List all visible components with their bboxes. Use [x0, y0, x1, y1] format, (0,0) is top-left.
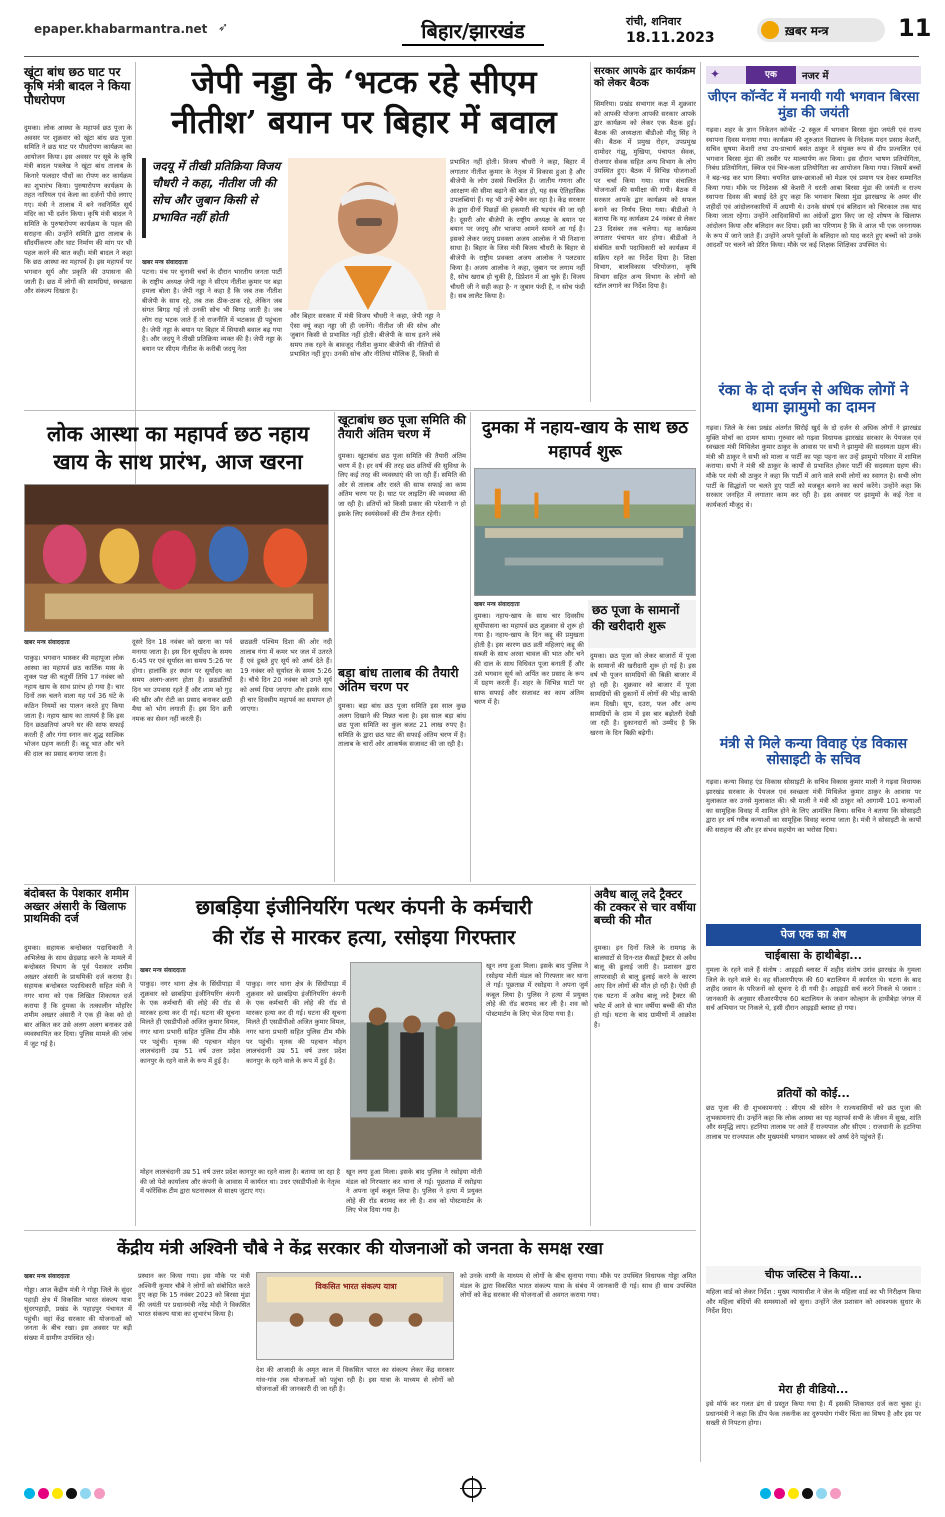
headline-chhabadiya-line2: की रॉड से मारकर हत्या, रसोइया गिरफ्तार — [212, 925, 516, 949]
headline-tractor: अवैध बालू लदे ट्रैक्टर की टक्कर से चार वर्षीया बच्ची की मौत — [594, 887, 696, 928]
byline: खबर मन्त्र संवाददाता — [474, 601, 520, 608]
photo-jp-nadda — [288, 158, 446, 310]
page-number: 11 — [898, 14, 932, 42]
ashwini-body-b: प्रस्थान कर किया गया। इस मौके पर मंत्री अश्विनी कुमार चौबे ने लोगों को संबोधित करते हुए कहा कि 15 नवंबर 2023 को बिरसा मुंडा की जयंती पर प्रधानमंत्री नरेंद्र मोदी ने विकसित भारत संकल्प यात्रा का शुभारंभ किया है। — [138, 1272, 250, 1319]
photo-chhath-women — [24, 484, 329, 632]
bada-bandh-body: दुमका। बड़ा बांध छठ पूजा समिति इस साल कुछ अलग दिखाने की मिन्नत चला है। इस साल बड़ा बांध छठ पूजा समिति का कुल बजट 21 लाख रुपए है। समिति के द्वारा छठ घाट की सफाई अंतिम चरण में है। तालाब के चारों ओर आकर्षक सजावट की जा रही है। — [338, 702, 466, 749]
lead-body-a: पटना। मंच पर चुनावी चर्चा के दौरान भारतीय जनता पार्टी के राष्ट्रीय अध्यक्ष जेपी नड्डा ने सीएम नीतीश कुमार पर बड़ा हमला बोला है। जेपी नड्डा ने कहा है कि जब तक नीतीश बीजेपी के साथ रहे, तब तक ठीक-ठाक रहे, लेकिन जब संगत बिगड़ गई तो उनकी सोच भी बिगड़ जाती है। जब लोग राह भटक जाते हैं तो राजनीति में भटकाव ही पहुंचता है। जेपी नड्डा के बयान पर बिहार में सियासी बवाल बढ़ गया है। और जदयू ने तीखी प्रतिक्रिया व्यक्त की है। जेपी नड्डा के बयान पर सीएम नीतीश के करीबी जदयू नेता — [142, 268, 282, 353]
cont-title: चाईबासा के हाथीबेड़ा... — [765, 949, 862, 962]
chhath-body-b: दूसरे दिन 18 नवंबर को खरना का पर्व मनाया जाता है। इस दिन सूर्योदय के समय 6:45 पर एवं सूर्यास्त का समय 5:26 पर होगा। हालांकि हर स्थान पर सूर्योदय का समय अलग-अलग होता है। छठव्रतियों दिन भर उपवास रहते हैं और शाम को गुड़ की खीर और रोटी का प्रसाद बनाकर छठी मैया को भोग लगाती हैं। इस दिन व्रती नमक का सेवन नहीं करती हैं। — [132, 638, 232, 723]
headline-chhath: लोक आस्था का महापर्व छठ नहाय खाय के साथ प्रारंभ, आज खरना — [46, 422, 310, 474]
pullquote — [142, 158, 282, 248]
khunta-body: दुमका। खूटाबांध छठ पूजा समिति की तैयारी अंतिम चरण में है। हर वर्ष की तरह छठ व्रतियों की सुविधा के लिए कई तरह की व्यवस्थाएं की जा रही हैं। समिति की ओर से तालाब और रास्ते की साफ सफाई का काम अंतिम चरण पर है। घाट पर लाइटिंग की व्यवस्था की जा रही है। व्रतियों को किसी प्रकार की परेशानी न हो इसके लिए स्वयंसेवकों की टीम तैनात रहेगी। — [338, 452, 466, 518]
cont-body: गुमला के रहने वाले हैं संतोष : आइइडी ब्लास्ट में शहीद संतोष उरांव झारखंड के गुमला जिले के रहने वाले थे। वह सीआरपीएफ की 60 बटालियन में कार्यरत थे। घटना के बाद शहीद जवान के परिजनों को सूचना दे दी गयी है। आइइडी सर्च करने निकले थे जवान : जानकारी के अनुसार सीआरपीएफ 60 बटालियन के जवान कोल्हान के हाथीबेड़ा जंगल में सर्च अभियान पर निकले थे, इसी दौरान आइइडी ब्लास्ट हो गया। — [706, 966, 921, 1013]
meeting-body: सिमरिया। प्रखंड सभागार कक्ष में शुक्रवार को आपकी योजना आपकी सरकार आपके द्वार कार्यक्रम को लेकर एक बैठक हुई। बैठक की अध्यक्षता बीडीओ मीतू सिंह ने की। बैठक में प्रमुख रोहन, उपप्रमुख दामोदर गंझू, मुखिया, पंचायत सेवक, रोजगार सेवक सहित अन्य विभाग के लोग उपस्थित हुए। बैठक में विभिन्न योजनाओं पर चर्चा किया गया। साथ संचालित योजनाओं की समीक्षा की गयी। बैठक में सरकार आपके द्वार कार्यक्रम को सफल बनाने का निर्णय लिया गया। बीडीओ ने बताया कि यह कार्यक्रम 24 नवंबर से लेकर 23 दिसंबर तक चलेगा। यह कार्यक्रम लगातार पंचायत वार होगा। बीडीओ ने संबंधित सभी पदाधिकारी को कार्यक्रम में सक्रिय रहने का निर्देश दिया है। शिक्षा विभाग, बालविकास परियोजना, कृषि विभाग सहित अन्य विभाग के लोगों को स्टॉल लगाने का निर्देश दिया है। — [594, 100, 696, 291]
ek-nazar-tag — [706, 66, 921, 84]
col-rule — [700, 62, 701, 1462]
brand-logo-icon — [761, 21, 779, 39]
byline: खबर मन्त्र संवाददाता — [24, 639, 70, 646]
banner-text: विकसित भारत संकल्प यात्रा — [315, 1282, 397, 1291]
section-title: बिहार/झारखंड — [402, 16, 544, 46]
color-bar-left — [24, 1484, 108, 1503]
brand-badge — [757, 18, 885, 42]
col-rule — [590, 62, 591, 402]
col-rule — [470, 412, 471, 882]
col-rule — [334, 412, 335, 882]
cont-title: चीफ जस्टिस ने किया... — [764, 1268, 863, 1281]
lead-body-c: प्रभावित नहीं होती। विजय चौधरी ने कहा, बिहार में लगातार नीतीश कुमार के नेतृत्व में विकास हुआ है और बीजेपी के लोग उससे विचलित हैं। जातीय गणना और आरक्षण की सीमा बढ़ाने की बात हो, यह सब ऐतिहासिक उपलब्धियां हैं। यह भी उन्हें बेचैन कर रहा है। केंद्र सरकार के द्वारा दीनों पिछड़ों की हकमारी की षड़यंत्र की जा रही है। दूसरी ओर बीजेपी के राष्ट्रीय अध्यक्ष के बयान पर बयान पर जदयू और भाजपा आमने सामने आ गई है। इसको लेकर जदयू प्रवक्ता अजय आलोक ने भी निशाना साधा है। बिहार के जिस मंत्री बिजय चौधरी के बिहार से बीजेपी के राष्ट्रीय प्रवक्ता अजय आलोक ने पलटवार किया है। अजय आलोक ने कहा, जुबान पर लगाम नहीं है, सोच खराब हो चुकी है, डिप्रेशन में आ चुके हैं। विजय चौधरी जी ने सही कहा है- न जुबान फंदी है, न सोच फंदी है। सब लालैट किया है। — [450, 158, 585, 301]
lead-headline-line1: जेपी नड्डा के ‘भटक रहे सीएम — [191, 63, 537, 101]
headline-bandobast: बंदोबस्त के पेशकार शमीम अख्तर अंसारी के खिलाफ प्राथमिकी दर्ज — [24, 887, 129, 926]
col-rule — [135, 886, 136, 1226]
byline: खबर मन्त्र संवाददाता — [24, 1273, 70, 1280]
crosshair-icon — [462, 1478, 482, 1498]
headline-chhabadiya — [140, 892, 588, 952]
headline-chhabadiya-line1: छाबड़िया इंजीनियरिंग पत्थर कंपनी के कर्मचारी — [195, 895, 533, 919]
cont-title: मेरा ही वीडियो... — [778, 1383, 849, 1396]
continuation-bar: पेज एक का शेष — [706, 924, 921, 946]
lead-headline — [142, 62, 586, 142]
chhath-body-a: पाकुड़। भगवान भास्कर की महापूजा लोक आस्था का महापर्व छठ कार्तिक मास के शुक्ल पक्ष की चतुर्थी तिथि 17 नवंबर को नहाय खाय के साथ प्रारंभ हो गया है। चार दिनों तक चलने वाला यह पर्व 36 घंटे के कठिन नियमों का पालन करते हुए किया जाता है। नहाय खाय का तात्पर्य है कि इस दिन छठव्रतियां अपने घर की साफ सफाई करती हैं और गंगा स्नान कर शुद्ध सात्विक भोजन ग्रहण करती हैं। कद्दू भात और चने की दाल का प्रसाद बनाया जाता है। — [24, 654, 124, 758]
section-rule — [24, 410, 696, 411]
section-rule — [24, 1230, 696, 1231]
market-body: दुमका। छठ पूजा को लेकर बाजारों में पूजा के सामानों की खरीदारी शुरू हो गई है। इस वर्ष भी पूजन सामग्रियों की बिक्री बाजार में हो रही है। शुक्रवार को बाजार में पूजा सामग्रियों की दुकानों में लोगों की भीड़ काफी कम दिखी। सूप, दउरा, फल और अन्य सामग्रियों के दाम में इस बार बढ़ोतरी देखी जा रही है। दुकानदारों को उम्मीद है कि खरना के दिन बिक्री बढ़ेगी। — [590, 652, 696, 737]
headline-kanya-vivah: मंत्री से मिले कन्या विवाह एंड विकास सोसाइटी के सचिव — [719, 736, 908, 769]
chhabadiya-body-c-2: खून लगा हुआ मिला। इसके बाद पुलिस ने रसोइया मोती मंडल को गिरफ्तार कर थाना ले गई। पूछताछ में रसोइया ने अपना जुर्म कबूल लिया है। पुलिस ने हत्या में प्रयुक्त लोहे की रॉड बरामद कर ली है। शव को पोस्टमार्टम के लिए भेज दिया गया है। — [346, 1168, 482, 1215]
byline: खबर मन्त्र संवाददाता — [140, 967, 186, 974]
col-rule — [590, 886, 591, 1226]
headline-market: छठ पूजा के सामानों की खरीदारी शुरू — [592, 603, 680, 633]
photo-ghat — [474, 468, 696, 596]
cursor-icon: ➶ — [218, 20, 229, 34]
star-icon: ✦ — [710, 67, 721, 81]
lead-headline-line2: नीतीश’ बयान पर बिहार में बवाल — [171, 103, 557, 141]
headline-ashwini: केंद्रीय मंत्री अश्विनी चौबे ने केंद्र सरकार की योजनाओं को जनता के समक्ष रखा — [117, 1239, 603, 1259]
chhabadiya-body-a-2: पाकुड़। नगर थाना क्षेत्र के सिंधीपाड़ा में शुक्रवार को छाबड़िया इंजीनियरिंग कंपनी के एक कर्मचारी की लोहे की रॉड से मारकर हत्या कर दी गई। घटना की सूचना मिलते ही एसडीपीओ अजित कुमार विमल, नगर थाना प्रभारी सहित पुलिस टीम मौके पर पहुंची। मृतक की पहचान मोहन लालचंदानी उम्र 51 वर्ष उत्तर प्रदेश कानपुर के रहने वाले के रूप में हुई है। — [246, 980, 346, 1065]
dumka-body: दुमका। नहाय-खाय के साथ चार दिवसीय सूर्योपासना का महापर्व छठ शुक्रवार से शुरू हो गया है। नहाय-खाय के दिन कद्दू की प्रमुखता होती है। इस कारण छठ व्रती महिलाएं कद्दू की सब्जी के साथ अरवा चावल की भात और चने की दाल के साथ विधिवत पूजा बनाती हैं और उसे भगवान सूर्य को अर्पित कर प्रसाद के रूप में ग्रहण करती हैं। शहर के विभिन्न घाटों पर साफ सफाई और सजावट का काम अंतिम चरण में है। — [474, 612, 584, 707]
byline: खबर मन्त्र संवाददाता — [142, 259, 188, 266]
headline-dumka-chhath: दुमका में नहाय-खाय के साथ छठ महापर्व शुरू — [482, 418, 688, 462]
cont-body: इसे मॉर्फ कर गलत ढंग से प्रस्तुत किया गया है। मैं इसकी शिकायत दर्ज करा चुका हूं। प्रधानमंत्री ने कहा कि डीप फेक तकनीक का दुरुपयोग गंभीर चिंता का विषय है और इस पर सख्ती से निपटना होगा। — [706, 1400, 921, 1428]
brand-name: ख़बर मन्त्र — [785, 24, 829, 38]
headline-meeting: सरकार आपके द्वार कार्यक्रम को लेकर बैठक — [594, 66, 696, 89]
ranka-body: गढ़वा। जिले के रंका प्रखंड अंतर्गत सिरोई खुर्द के दो दर्जन से अधिक लोगों ने झारखंड मुक्ति मोर्चा का दामन थामा। गुरुवार को गढ़वा विधायक झारखंड सरकार के पेयजल एवं स्वच्छता मंत्री मिथिलेश कुमार ठाकुर के आवास पर सभी ने झामुमो की सदस्यता ग्रहण की। मंत्री श्री ठाकुर ने सभी को माला व पार्टी का पट्टा पहना कर उन्हें झामुमो परिवार में शामिल कराया। सभी ने मंत्री श्री ठाकुर के कार्यों से प्रभावित होकर पार्टी की सदस्यता ग्रहण की। मौके पर मंत्री श्री ठाकुर ने कहा कि पार्टी में आने वाले सभी लोगों का स्वागत है। सभी लोग पार्टी के सिद्धांतों पर चलते हुए पार्टी को मजबूत बनाने का कार्य करेंगे। उन्होंने कहा कि सरकार जनहित में लगातार काम कर रही है। इस अवसर पर झामुमो के कई नेता व कार्यकर्ता मौजूद थे। — [706, 424, 921, 509]
site-url[interactable]: epaper.khabarmantra.net — [34, 22, 208, 36]
color-bar-right — [760, 1484, 844, 1503]
headline-birsa: जीएन कॉन्वेंट में मनायी गयी भगवान बिरसा मुंडा की जयंती — [707, 89, 920, 121]
cont-title: व्रतियों को कोई... — [777, 1087, 850, 1100]
masthead — [0, 0, 945, 58]
headline-bada-bandh: बड़ा बांध तालाब की तैयारी अंतिम चरण पर — [338, 665, 459, 695]
chhabadiya-body-c: खून लगा हुआ मिला। इसके बाद पुलिस ने रसोइया मोती मंडल को गिरफ्तार कर थाना ले गई। पूछताछ में रसोइया ने अपना जुर्म कबूल लिया है। पुलिस ने हत्या में प्रयुक्त लोहे की रॉड बरामद कर ली है। शव को पोस्टमार्टम के लिए भेज दिया गया है। — [486, 962, 588, 1018]
chhabadiya-body-a: पाकुड़। नगर थाना क्षेत्र के सिंधीपाड़ा में शुक्रवार को छाबड़िया इंजीनियरिंग कंपनी के एक कर्मचारी की लोहे की रॉड से मारकर हत्या कर दी गई। घटना की सूचना मिलते ही एसडीपीओ अजित कुमार विमल, नगर थाना प्रभारी सहित पुलिस टीम मौके पर पहुंची। मृतक की पहचान मोहन लालचंदानी उम्र 51 वर्ष उत्तर प्रदेश कानपुर के रहने वाले के रूप में हुई है। — [140, 980, 240, 1065]
chhath-body-c: छठव्रती पश्चिम दिशा की ओर नदी तालाब गंगा में कमर भर जल में उतरते हैं एवं डूबते हुए सूर्य को अर्घ्य देते हैं। 19 नवंबर को सूर्यास्त के समय 5:26 है। चौथे दिन 20 नवंबर को उगते सूर्य को अर्घ्य दिया जाएगा और इसके साथ ही चार दिवसीय महापर्व का समापन हो जाएगा। — [240, 638, 332, 714]
chhabadiya-body-b: मोहन लालचंदानी उम्र 51 वर्ष उत्तर प्रदेश कानपुर का रहने वाला है। बताया जा रहा है की जो पेशे कार्यालय और कंपनी के आवास में कार्यरत था। उधर एसडीपीओ के नेतृत्व में फॉरेंसिक टीम द्वारा घटनास्थल से साक्ष्य जुटाए गए। — [140, 1168, 340, 1196]
tag-title: नजर में — [802, 71, 829, 82]
ashwini-body-a: गोड्डा। आज केंद्रीय मंत्री ने गोड्डा जिले के सुंदर पहाड़ी क्षेत्र में विकसित भारत संकल्प यात्रा सुंदरपहाड़ी, प्रखंड के पहाड़पुर पंचायत में पहुंची। वहां केंद्र सरकार की योजनाओं को जनता के बीच रखा। इस अवसर पर बड़ी संख्या में ग्रामीण उपस्थित रहे। — [24, 1286, 132, 1342]
kanya-body: गढ़वा। कन्या विवाह एंड विकास सोसाइटी के सचिव विकास कुमार माली ने गढ़वा विधायक झारखंड सरकार के पेयजल एवं स्वच्छता मंत्री मिथिलेश कुमार ठाकुर के आवास पर मुलाकात कर उनसे मुलाकात की। श्री माली ने मंत्री श्री ठाकुर को आगामी 101 कन्याओं का सामूहिक विवाह में शामिल होने के लिए आमंत्रित किया। सचिव ने बताया कि सोसाइटी द्वारा हर वर्ष गरीब कन्याओं का सामूहिक विवाह कराया जाता है। मंत्री ने सोसाइटी के कार्यों की सराहना की और हर संभव सहयोग का भरोसा दिया। — [706, 778, 921, 834]
tag-label: एक — [746, 66, 796, 84]
ashwini-body-c: देश की आजादी के अमृत काल में विकसित भारत का संकल्प लेकर केंद्र सरकार गांव-गांव तक योजनाओं को पहुंचा रही है। इस यात्रा के माध्यम से लोगों को योजनाओं की जानकारी दी जा रही है। — [256, 1366, 454, 1394]
header-rule — [24, 56, 919, 57]
lead-body-b: और बिहार सरकार में मंत्री विजय चौधरी ने कहा, जेपी नड्डा ने ऐसा क्यूं कहा नड्डा जी ही जानेंगे। नीतीश जी की सोच और जुबान किसी से प्रभावित नहीं होती। बीजेपी के साथ इतने लंबे समय तक रहने के बावजूद नीतीश कुमार बीजेपी की नीतियों से प्रभावित नहीं हुए। उनकी सोच और नीतियां मौलिक हैं, किसी से — [290, 312, 440, 359]
market-headline-box — [588, 600, 696, 648]
photo-arrest — [350, 962, 482, 1160]
ashwini-body-d: को उनके वाणी के माध्यम से लोगों के बीच सुनाया गया। मौके पर उपस्थित विधायक गोड्डा अमित मंडल के द्वारा विकसित भारत संकल्प यात्रा के संबंध में जानकारी दी गई। साथ ही साथ उपस्थित लोगों को केंद्र सरकार की योजनाओं से अवगत कराया गया। — [460, 1272, 696, 1300]
story-body: दुमका। लोक आस्था के महापर्व छठ पूजा के अवसर पर शुक्रवार को खूंटा बांध छठ पूजा समिति ने छठ घाट पर पौधरोपण कार्यक्रम का आयोजन किया। इस अवसर पर सूबे के कृषि मंत्री बादल पत्रलेख ने खूंटा बांध तालाब के किनारे फलदार पौधों का रोपण कर कार्यक्रम का शुभारंभ किया। पुरुषारोपण कार्यक्रम के तहत नारियल एवं केला का दर्जनों पौधे लगाए गए। मंत्री ने तालाब में बने नवनिर्मित सूर्य मंदिर का भी दर्शन किया। कृषि मंत्री बादल ने समिति के पुरुषारोपण कार्यक्रम के पहल की सराहना की। उन्होंने समिति द्वारा तालाब के सौंदर्यीकरण और घाट निर्माण की मांग पर भी पहल करने की बात कही। मंत्री बादल ने कहा कि छठ आस्था का महापर्व है। इस महापर्व पर भगवान सूर्य और प्रकृति की उपासना की जाती है। छठ में लोगों की सामग्रियां, स्वच्छता और संकल्प दिखता है। — [24, 124, 132, 296]
cont-body: छठ पूजा की दी शुभकामनाएं : सीएम श्री सोरेन ने राज्यवासियों को छठ पूजा की शुभकामनाएं दी। उन्होंने कहा कि लोक आस्था का यह महापर्व सभी के जीवन में सुख, शांति और समृद्धि लाए। हटनिया तालाब पर आते हैं राज्यपाल और सीएम : राजधानी के हटनिया तालाब पर राज्यपाल और मुख्यमंत्री भगवान भास्कर को अर्घ्य देने पहुंचते हैं। — [706, 1104, 921, 1141]
cont-title-bar — [706, 1266, 921, 1284]
headline-ranka: रंका के दो दर्जन से अधिक लोगों ने थामा झामुमो का दामन — [718, 381, 909, 417]
headline-khunta-plantation: खूंटा बांध छठ घाट पर कृषि मंत्री बादल ने किया पौधरोपण — [24, 65, 131, 107]
dateline-city: रांची, शनिवार — [626, 15, 682, 28]
dateline-date: 18.11.2023 — [626, 30, 715, 46]
pullquote-text: जदयू में तीखी प्रतिक्रिया विजय चौधरी ने कहा, नीतीश जी की सोच और जुबान किसी से प्रभावित नहीं होती — [152, 159, 281, 224]
bandobast-body: दुमका। सहायक बन्दोबस्त पदाधिकारी ने अभिलेख के साथ छेड़छाड़ करने के मामले में बन्दोबस्त विभाग के पूर्व पेशकार शमीम अख्तर अंसारी के प्राथमिकी दर्ज कराया है। सहायक बन्दोबस्त पदाधिकारी सहित मंत्री ने नगर थाना को एक लिखित शिकायत दर्ज कराया है कि दुमका के तत्कालीन मोहरिर शमीम अख्तर अंसारी ने एक ही केस को दो बार अंकित कर उसे अलग अलग बनाकर उसे व्यवस्थापित कर दिया। पुलिस मामले की जांच में जुट गई है। — [24, 944, 132, 1048]
headline-khuntabandh-prep: खूटाबांध छठ पूजा समिति की तैयारी अंतिम चरण में — [338, 413, 466, 441]
photo-ashwini-event — [256, 1272, 454, 1360]
tractor-body: दुमका। इन दिनों जिले के रामगढ़ के बालघाटों से दिन-रात सैकड़ों ट्रैक्टर से अवैध बालू की ढुलाई जारी है। प्रशासन द्वारा लापरवाही से बालू ढुलाई करने के कारण आए दिन लोगों की मौत हो रही है। ऐसी ही एक घटना में अवैध बालू लदे ट्रैक्टर की चपेट में आने से चार वर्षीया बच्ची की मौत हो गई। घटना के बाद ग्रामीणों में आक्रोश है। — [594, 944, 696, 1029]
cont-body: महिला वार्ड को लेकर निर्देश : मुख्य न्यायाधीश ने जेल के महिला वार्ड का भी निरीक्षण किया और महिला बंदियों की समस्याओं को सुना। उन्होंने जेल प्रशासन को आवश्यक सुधार के निर्देश दिए। — [706, 1288, 921, 1316]
section-rule — [24, 884, 696, 885]
birsa-body: गढ़वा। शहर के ज्ञान निकेतन कॉन्वेंट -2 स्कूल में भगवान बिरसा मुंडा जयंती एवं राज्य स्थापना दिवस मनाया गया। कार्यक्रम की शुरुआत विद्यालय के निदेशक मदन प्रसाद केशरी, सचिव सुषमा केशरी तथा उप-प्राचार्य बसंत ठाकुर ने संयुक्त रूप से दीप प्रज्वलित एवं भगवान बिरसा मुंडा की तस्वीर पर माल्यार्पण कर किया। इस दौरान भाषण प्रतियोगिता, निबंध प्रतियोगिता, क्विज एवं चित्र-कला प्रतियोगिता का आयोजन किया गया। जिसमें बच्चों ने बढ़-चढ़ कर भाग लिया। चयनित छात्र-छात्राओं को मेडल एवं प्रमाण पत्र देकर सम्मानित किया गया। मौके पर निदेशक श्री केशरी ने धरती आबा बिरसा मुंडा की जयंती व राज्य स्थापना दिवस की बधाई देते हुए कहा कि भगवान बिरसा मुंडा झारखण्ड के अमर वीर शहीदों एवं आंदोलनकारियों में अग्रणी थे। उनके संघर्ष एवं बलिदान को चिरकाल तक याद किया जाता रहेगा। उन्होंने आदिवासियों का अंग्रेजों द्वारा किए जा रहे शोषण के खिलाफ आंदोलन किया और बलिदान कर दिया। इसी का परिणाम है कि वे आज भी एक जननायक के रूप में जाने जाते हैं। उन्होंने अपने पूर्वजों के बलिदान को याद करते हुए बच्चों को उनके आदर्शों पर चलने को प्रेरित किया। मौके पर कई शिक्षक शिक्षिका उपस्थित थे। — [706, 126, 921, 250]
